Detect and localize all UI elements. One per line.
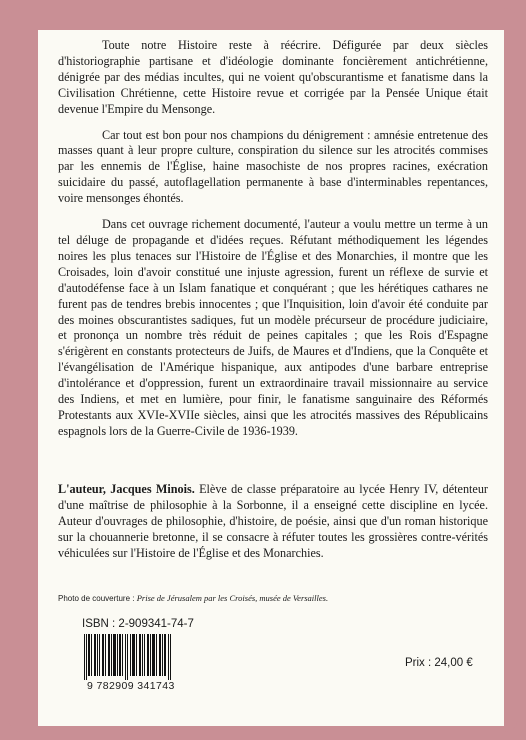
cover-credit-title: Prise de Jérusalem par les Croisés, musée de Versailles. xyxy=(136,593,329,603)
isbn: ISBN : 2-909341-74-7 xyxy=(82,618,194,630)
author-bio-text: Elève de classe préparatoire au lycée Henry IV, détenteur d'une maîtrise de philosophie à la Sorbonne, il a enseigné cette discipline en lycée. Auteur d'ouvrages de philosophie, d'histoire, de poésie, ainsi que d'un roman historique sur la chouannerie bretonne, il se consacre à réfuter toutes les grossières contre-vérités véhiculées sur l'Histoire de l'Église et des Monarchies. xyxy=(58,482,488,560)
cover-credit xyxy=(58,593,328,603)
blurb-paragraph-3: Dans cet ouvrage richement documenté, l'auteur a voulu mettre un terme à un tel déluge de propagande et d'idées reçues. Réfutant méthodiquement les légendes noires les plus tenaces sur l'Histoire de l'Église et des Monarchies, il montre que les Croisades, loin d'avoir constitué une injuste agression, furent un réflexe de survie et d'autodéfense face à un Islam fanatique et conquérant ; que les hérétiques cathares ne furent pas de tendres brebis innocentes ; que l'Inquisition, loin d'avoir été conduite par des moines obscurantistes sadiques, fut un modèle précurseur de procédure judiciaire, et prononça un nombre très réduit de peines capitales ; que les Rois d'Espagne s'érigèrent en constants protecteurs de Juifs, de Maures et d'Indiens, que la Conquête et l'évangélisation de l'Amérique hispanique, aux antipodes d'une barbare entreprise d'intolérance et d'oppression, furent un extraordinaire travail missionnaire au service des Indiens, et met en lumière, pour finir, le fanatisme sanguinaire des Réformés Protestants aux XVIe-XVIIe siècles, ainsi que les atrocités massives des Républicains espagnols lors de la Guerre-Civile de 1936-1939. xyxy=(58,217,488,438)
blurb-paragraph-1: Toute notre Histoire reste à réécrire. Défigurée par deux siècles d'historiographie partisane et d'idéologie dominante foncièrement antichrétienne, dénigrée par des médias incultes, qui ne voient qu'obscurantisme et fanatisme dans la Civilisation Chrétienne, cette Histoire revue et corrigée par la Pensée Unique était devenue l'Empire du Mensonge. xyxy=(58,38,488,116)
author-name: L'auteur, Jacques Minois. xyxy=(58,482,195,496)
cover-credit-label: Photo de couverture : xyxy=(58,594,137,603)
barcode-number: 9 782909 341743 xyxy=(87,680,175,692)
barcode xyxy=(84,634,171,680)
author-bio xyxy=(58,482,488,562)
blurb-paragraph-2: Car tout est bon pour nos champions du dénigrement : amnésie entretenue des masses quant à leur propre culture, conspiration du silence sur les atrocités commises par les ennemis de l'Église, haine masochiste de nos propres racines, exécration suicidaire du passé, autoflagellation permanente à base d'interminables repentances, voire mensonges éhontés. xyxy=(58,127,488,206)
price: Prix : 24,00 € xyxy=(405,657,473,669)
blurb-text xyxy=(58,38,488,450)
